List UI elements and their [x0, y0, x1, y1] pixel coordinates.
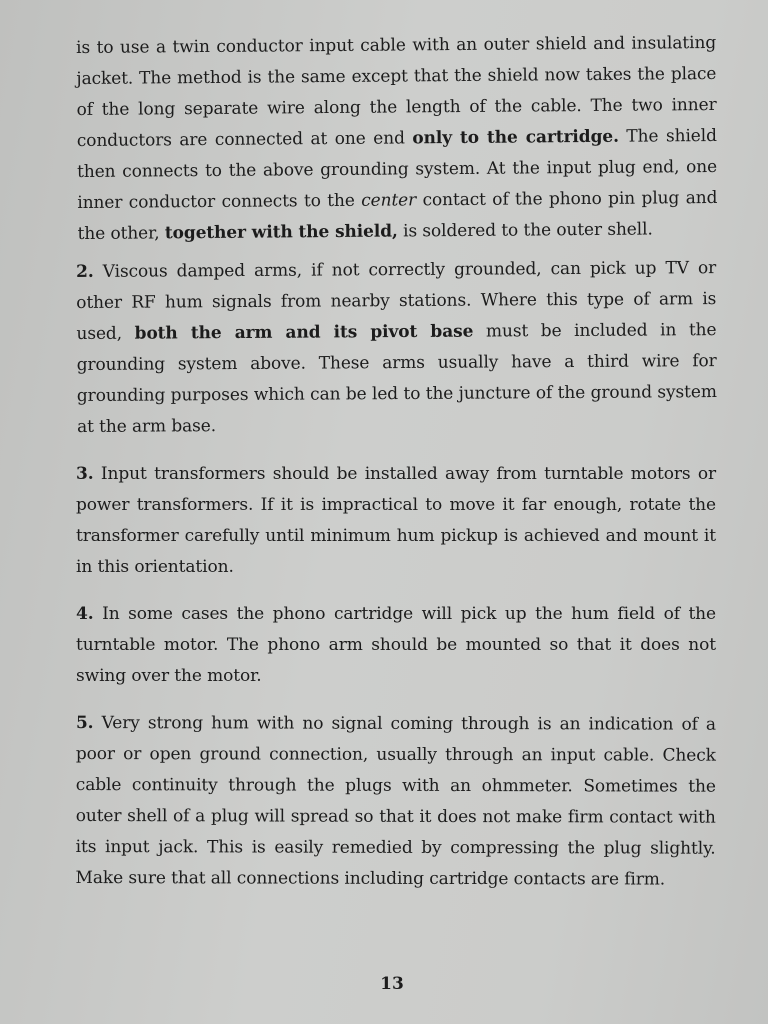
item2-text-2: must be included in the grounding system above. These arms usually have a third wire for grounding purposes which can be led to the juncture of the ground system at the arm base.	[76, 320, 717, 437]
item-number-4: 4.	[76, 604, 94, 624]
item-number-3: 3.	[76, 464, 94, 484]
list-item-5-text	[76, 708, 716, 896]
list-item-3-text	[76, 459, 716, 583]
list-item-4	[76, 599, 716, 692]
list-item-4-text	[76, 599, 716, 692]
list-item-2	[76, 253, 717, 443]
item-number-5: 5.	[75, 713, 94, 734]
item2-text-1: Viscous damped arms, if not correctly grounded, can pick up TV or other RF hum signals from nearby stations. Where this type of arm is used,	[76, 258, 717, 344]
item3-text: Input transformers should be installed away from turntable motors or power transformers. If it is impractical to move it far enough, rotate the transformer carefully until minimum hum pickup is achieved and mount it in this orientation.	[76, 464, 716, 577]
item4-text: In some cases the phono cartridge will pick up the hum field of the turntable motor. The phono arm should be mounted so that it does not swing over the motor.	[76, 604, 716, 686]
intro-text-3: contact of the phono pin plug and the other,	[77, 187, 718, 244]
intro-text-1: is to use a twin conductor input cable with an outer shield and insulating jacket. The method is the same except that the shield now takes the place of the long separate wire along the length of the cable. The two inner conductors are connected at one end	[76, 32, 717, 151]
item5-text: Very strong hum with no signal coming through is an indication of a poor or open ground connection, usually through an input cable. Check cable continuity through the plugs with an ohmmeter. Sometimes the outer shell of a plug will spread so that it does not make firm contact with its input jack. This is easily remedied by compressing the plug slightly. Make sure that all connections including cartridge contacts are firm.	[75, 713, 716, 890]
item-number-2: 2.	[76, 261, 94, 282]
paragraph-intro-text	[76, 28, 718, 250]
item2-bold-arm-pivot: both the arm and its pivot base	[134, 321, 474, 344]
intro-bold-cartridge: only to the cartridge.	[412, 126, 619, 149]
intro-text-2: The shield then connects to the above grounding system. At the input plug end, one inner conductor connects to the	[77, 125, 718, 213]
list-item-5	[76, 708, 716, 896]
list-item-3	[76, 459, 716, 583]
page-number: 13	[380, 974, 404, 994]
intro-text-4: is soldered to the outer shell.	[397, 219, 653, 242]
intro-bold-shield: together with the shield,	[164, 221, 398, 244]
list-item-2-text	[76, 253, 717, 443]
paragraph-intro	[76, 28, 718, 250]
intro-italic-center: center	[361, 190, 417, 211]
